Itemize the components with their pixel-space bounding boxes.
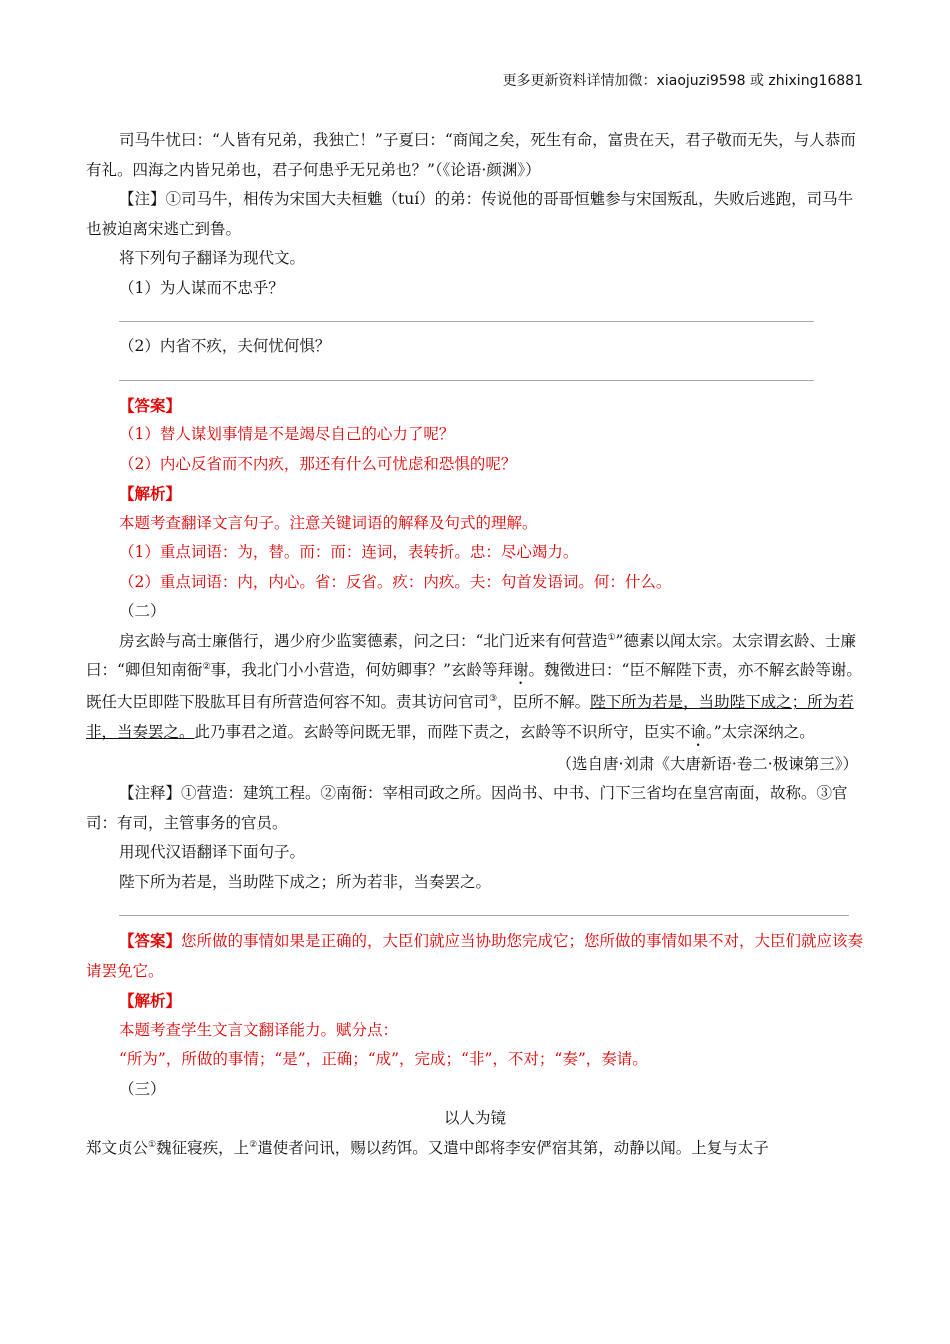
passage-2-note: 【注释】①营造：建筑工程。②南衙：宰相司政之所。因尚书、中书、门下三省均在皇宫南面，故称。③官司：有司，主管事务的官员。 <box>86 784 848 832</box>
question-1-item-2: （2）内省不疚，夫何忧何惧？ <box>119 337 331 355</box>
analysis-label-2: 【解析】 <box>119 991 182 1010</box>
page-header: 更多更新资料详情加微：xiaojuzi9598 或 zhixing16881 <box>502 73 863 89</box>
analysis-1-1: （1）重点词语：为，替。而：而：连词，表转折。忠：尽心竭力。 <box>119 543 579 561</box>
passage-2-source: （选自唐·刘肃《大唐新语·卷二·极谏第三》） <box>556 754 858 773</box>
question-1-prompt: 将下列句子翻译为现代文。 <box>119 249 306 267</box>
passage-1: 司马牛忧曰：“人皆有兄弟，我独亡！”子夏曰：“商闻之矣，死生有命，富贵在天，君子敬而无失，与人恭而有礼。四海之内皆兄弟也，君子何患乎无兄弟也？”（《论语·颜渊》） <box>86 131 856 179</box>
answer-2: 【答案】您所做的事情如果是正确的，大臣们就应当协助您完成它；您所做的事情如果不对，大臣们就应该奏请罢免它。 <box>86 931 864 980</box>
answer-1-2: （2）内心反省而不内疚，那还有什么可忧虑和恐惧的呢？ <box>119 454 517 473</box>
answer-line-3 <box>119 915 849 916</box>
analysis-label-1: 【解析】 <box>119 484 182 503</box>
passage-3: 郑文贞公①魏征寝疾，上②遣使者问讯，赐以药饵。又遣中郎将李安俨宿其第，动静以闻。上复与太子 <box>86 1138 769 1157</box>
analysis-2-points: “所为”，所做的事情；“是”，正确；“成”，完成；“非”，不对；“奏”，奏请。 <box>119 1050 648 1068</box>
analysis-2-intro: 本题考查学生文言文翻译能力。赋分点： <box>119 1020 399 1039</box>
answer-line-1 <box>119 321 814 322</box>
answer-1-1: （1）替人谋划事情是不是竭尽自己的心力了呢？ <box>119 425 455 443</box>
analysis-1-2: （2）重点词语：内，内心。省：反省。疚：内疚。夫：句首发语词。何：什么。 <box>119 572 672 591</box>
question-2-prompt: 用现代汉语翻译下面句子。 <box>119 843 306 861</box>
answer-line-2 <box>119 380 814 381</box>
question-1-item-1: （1）为人谋而不忠乎？ <box>119 278 284 297</box>
underlined-sentence: 陛下所为若是，当助陛下成之；所为若非，当奏罢之。 <box>86 693 854 741</box>
document-body <box>86 126 864 1163</box>
section-3-label: （三） <box>119 1079 166 1098</box>
analysis-1-intro: 本题考查翻译文言句子。注意关键词语的解释及句式的理解。 <box>119 513 538 532</box>
passage-1-note: 【注】①司马牛，相传为宋国大夫桓魋（tuí）的弟：传说他的哥哥恒魋参与宋国叛乱，失败后逃跑，司马牛也被迫离宋逃亡到鲁。 <box>86 190 854 238</box>
answer-label-1: 【答案】 <box>119 395 182 415</box>
question-2-sentence: 陛下所为若是，当助陛下成之；所为若非，当奏罢之。 <box>119 872 492 891</box>
section-2-label: （二） <box>119 602 166 620</box>
passage-3-title: 以人为镜 <box>443 1109 506 1127</box>
passage-2: 房玄龄与高士廉偕行，遇少府少监窦德素，问之曰：“北门近来有何营造①”德素以闻太宗。太宗谓玄龄、士廉曰：“卿但知南衙②事，我北门小小营造，何妨卿事？”玄龄等拜谢。魏徵进曰：“臣不解陛下责，亦不解玄龄等谢。既任大臣即陛下股肱耳目有所营造何容不知。责其访问官司③，臣所不解。陛下所为若是，当助陛下成之；所为若非，当奏罢之。此乃事君之道。玄龄等问既无罪，而陛下责之，玄龄等不识所守，臣实不谕。”太宗深纳之。 <box>86 631 862 741</box>
